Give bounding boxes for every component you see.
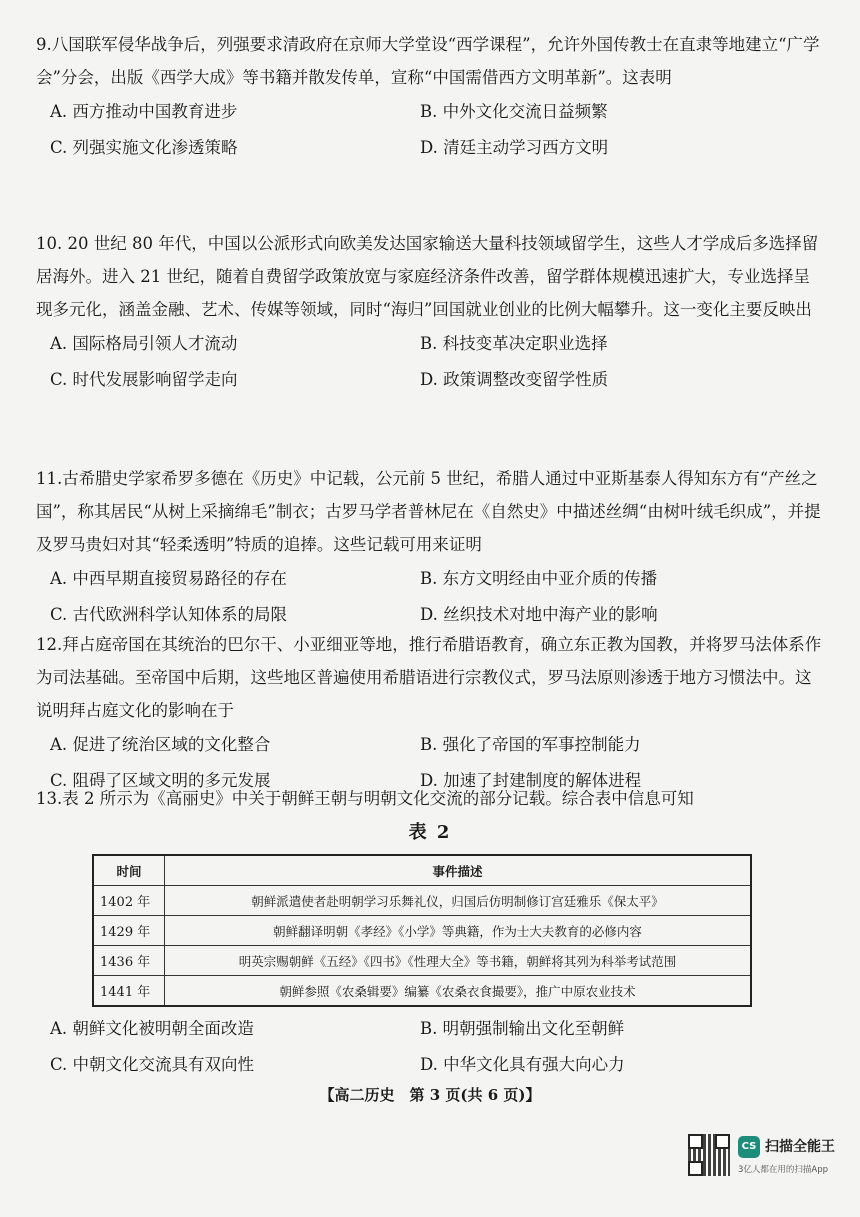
option-d: D. 政策调整改变留学性质 <box>420 370 609 389</box>
history-table <box>92 854 752 1007</box>
question-options <box>50 326 826 398</box>
question-9 <box>36 28 826 166</box>
cell-description: 明英宗赐朝鲜《五经》《四书》《性理大全》等书籍，朝鲜将其列为科举考试范围 <box>165 946 752 976</box>
question-stem: 10. 20 世纪 80 年代，中国以公派形式向欧美发达国家输送大量科技领域留学生，这些人才学成后多选择留居海外。进入 21 世纪，随着自费留学政策放宽与家庭经济条件改善，留学群体规模迅速扩大，专业选择呈现多元化，涵盖金融、艺术、传媒等领域，同时“海归”回国就业创业的比例大幅攀升。这一变化主要反映出 <box>36 234 819 319</box>
cell-time: 1436 年 <box>93 946 165 976</box>
scanner-app-name: 扫描全能王 <box>765 1139 835 1155</box>
question-stem: 11.古希腊史学家希罗多德在《历史》中记载，公元前 5 世纪，希腊人通过中亚斯基泰人得知东方有“产丝之国”，称其居民“从树上采摘绵毛”制衣；古罗马学者普林尼在《自然史》中描述丝绸“由树叶绒毛织成”，并提及罗马贵妇对其“轻柔透明”特质的追捧。这些记载可用来证明 <box>36 469 821 554</box>
page-footer: 【高二历史 第 3 页(共 6 页)】 <box>319 1086 541 1104</box>
option-b: B. 东方文明经由中亚介质的传播 <box>420 569 658 588</box>
table-row <box>93 916 751 946</box>
option-c: C. 阻碍了区域文明的多元发展 <box>50 771 271 790</box>
question-11 <box>36 462 826 633</box>
camscanner-logo-icon: CS <box>738 1136 760 1158</box>
question-options <box>50 561 826 633</box>
question-stem: 9.八国联军侵华战争后，列强要求清政府在京师大学堂设“西学课程”，允许外国传教士在直隶等地建立“广学会”分会，出版《西学大成》等书籍并散发传单，宣称“中国需借西方文明革新”。这表明 <box>36 35 820 87</box>
header-time: 时间 <box>93 855 165 886</box>
option-c: C. 古代欧洲科学认知体系的局限 <box>50 605 288 624</box>
option-d: D. 加速了封建制度的解体进程 <box>420 771 642 790</box>
question-options <box>50 94 826 166</box>
header-description: 事件描述 <box>165 855 752 886</box>
option-a: A. 促进了统治区域的文化整合 <box>50 735 271 754</box>
question-13-options-block <box>36 1011 826 1083</box>
cell-description: 朝鲜参照《农桑辑要》编纂《农桑衣食撮要》，推广中原农业技术 <box>165 976 752 1007</box>
table-title: 表 2 <box>408 822 452 843</box>
table-row <box>93 946 751 976</box>
question-stem: 12.拜占庭帝国在其统治的巴尔干、小亚细亚等地，推行希腊语教育，确立东正教为国教，并将罗马法体系作为司法基础。至帝国中后期，这些地区普遍使用希腊语进行宗教仪式，罗马法原则渗透于地方习惯法中。这说明拜占庭文化的影响在于 <box>36 635 822 720</box>
table-row <box>93 886 751 916</box>
option-d: D. 中华文化具有强大向心力 <box>420 1055 625 1074</box>
table-row <box>93 976 751 1007</box>
option-b: B. 强化了帝国的军事控制能力 <box>420 735 641 754</box>
cell-description: 朝鲜翻译明朝《孝经》《小学》等典籍，作为士大夫教育的必修内容 <box>165 916 752 946</box>
question-stem: 13.表 2 所示为《高丽史》中关于朝鲜王朝与明朝文化交流的部分记载。综合表中信息可知 <box>36 789 694 808</box>
option-d: D. 丝织技术对地中海产业的影响 <box>420 605 658 624</box>
cell-time: 1441 年 <box>93 976 165 1007</box>
option-a: A. 西方推动中国教育进步 <box>50 102 238 121</box>
option-d: D. 清廷主动学习西方文明 <box>420 138 609 157</box>
question-13 <box>36 782 826 815</box>
option-a: A. 中西早期直接贸易路径的存在 <box>50 569 287 588</box>
question-options <box>50 1011 826 1083</box>
option-a: A. 国际格局引领人才流动 <box>50 334 238 353</box>
question-10 <box>36 227 826 398</box>
option-b: B. 中外文化交流日益频繁 <box>420 102 608 121</box>
option-b: B. 明朝强制输出文化至朝鲜 <box>420 1019 625 1038</box>
table-header-row <box>93 855 751 886</box>
option-c: C. 中朝文化交流具有双向性 <box>50 1055 255 1074</box>
option-c: C. 列强实施文化渗透策略 <box>50 138 238 157</box>
cell-time: 1402 年 <box>93 886 165 916</box>
cell-description: 朝鲜派遣使者赴明朝学习乐舞礼仪，归国后仿明制修订宫廷雅乐《保太平》 <box>165 886 752 916</box>
scanner-tagline: 3亿人都在用的扫描App <box>738 1165 829 1175</box>
option-c: C. 时代发展影响留学走向 <box>50 370 238 389</box>
option-b: B. 科技变革决定职业选择 <box>420 334 608 353</box>
option-a: A. 朝鲜文化被明朝全面改造 <box>50 1019 254 1038</box>
cell-time: 1429 年 <box>93 916 165 946</box>
qr-code-icon <box>688 1134 730 1176</box>
question-12 <box>36 628 826 799</box>
